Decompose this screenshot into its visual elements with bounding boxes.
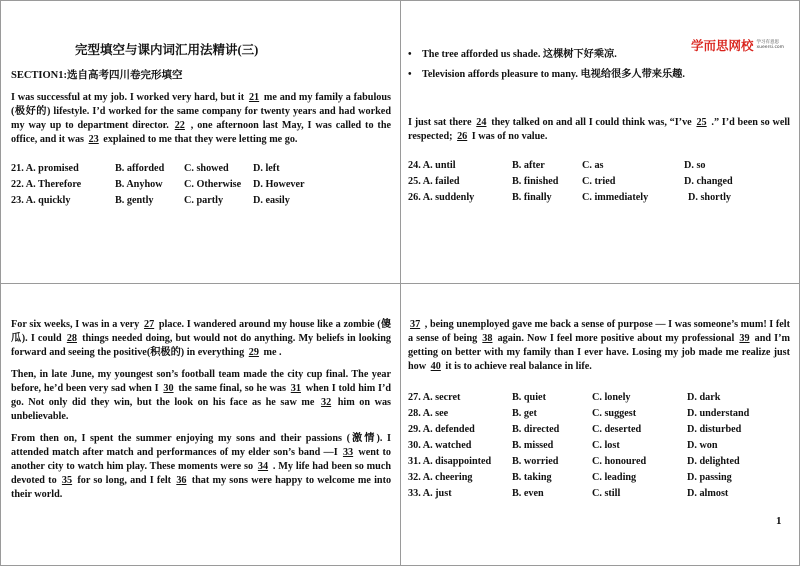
option-row [408, 422, 790, 438]
option-c: C. tried [582, 176, 616, 187]
option-b: B. get [512, 408, 537, 419]
passage-text: For six weeks, I was in a very [11, 319, 140, 330]
blank-number: 23 [88, 134, 99, 145]
option-a: 26. A. suddenly [408, 192, 475, 203]
option-c: C. immediately [582, 192, 649, 203]
blank-number: 21 [248, 92, 260, 103]
option-c: C. partly [184, 195, 224, 206]
passage-text: I was of no value. [471, 131, 548, 142]
passage-text: I was successful at my job. I worked very hard, but it [11, 92, 245, 103]
option-a: 24. A. until [408, 160, 456, 171]
option-b: B. finally [512, 192, 552, 203]
passage-text: that my sons were happy to welcome me into their world. [11, 475, 392, 500]
option-c: C. suggest [592, 408, 637, 419]
blank-number: 22 [174, 120, 185, 131]
option-a: 28. A. see [408, 408, 449, 419]
passage-paragraph [408, 116, 790, 144]
passage-text: , being unemployed gave me back a sense of purpose — I was someone’s mum! I felt a sense of being [408, 319, 791, 344]
option-d: D. understand [687, 408, 750, 419]
blank-number: 27 [143, 319, 155, 330]
option-d: D. left [253, 163, 280, 174]
blank-number: 32 [320, 397, 332, 408]
passage-paragraph [11, 91, 391, 147]
option-c: C. lonely [592, 392, 631, 403]
option-d: D. passing [687, 472, 732, 483]
passage-text: me and my family a fabulous (极好的) lifestyle. I’d worked for the same company for twenty years and had worked my way up to department director. [11, 92, 392, 131]
option-a: 29. A. defended [408, 424, 475, 435]
option-b: B. even [512, 488, 544, 499]
option-row [408, 190, 790, 206]
passage-paragraph [11, 318, 391, 360]
option-a: 33. A. just [408, 488, 452, 499]
passage-paragraph [408, 318, 790, 374]
passage-text: and I’m getting on better with my family than I ever have. Losing my job made me realize just how [408, 333, 790, 372]
blank-number: 38 [482, 333, 493, 344]
logo-main-text: 学而思网校 [691, 38, 754, 53]
option-d: D. shortly [688, 192, 732, 203]
passage-text: it is to achieve real balance in life. [445, 361, 592, 372]
option-d: D. so [684, 160, 706, 171]
option-b: B. missed [512, 440, 554, 451]
page-title: 完型填空与课内词汇用法精讲(三) [75, 43, 259, 57]
passage-paragraph [11, 368, 391, 424]
option-d: D. almost [687, 488, 729, 499]
option-d: D. delighted [687, 456, 740, 467]
option-b: B. afforded [115, 163, 165, 174]
option-c: C. deserted [592, 424, 642, 435]
option-d: D. dark [687, 392, 721, 403]
passage-text: for so long, and I felt [77, 475, 172, 486]
panel-bottom-right [408, 318, 790, 502]
option-b: B. gently [115, 195, 154, 206]
option-row [408, 438, 790, 454]
bullet-text: Television affords pleasure to many. 电视给很多人带来乐趣. [422, 69, 685, 80]
blank-number: 37 [410, 319, 421, 330]
blank-number: 36 [176, 475, 187, 486]
blank-number: 39 [739, 333, 750, 344]
passage-text: explained to me that they were letting me go. [103, 134, 298, 145]
passage-text: the same final, so he was [178, 383, 286, 394]
bullet-dot-icon: • [408, 49, 412, 60]
options-table [408, 158, 790, 206]
option-d: D. easily [253, 195, 290, 206]
option-a: 27. A. secret [408, 392, 461, 403]
option-row [11, 177, 391, 193]
option-b: B. quiet [512, 392, 546, 403]
panel-top-right [408, 48, 790, 206]
passage-text: I just sat there [408, 117, 472, 128]
options-table [11, 161, 391, 209]
panel-top-left [11, 38, 391, 209]
passage-text: .” I’d been so well respected; [408, 117, 791, 142]
passage-text: when I told him I’d go. Not only did they win, but the look on his face as he saw me [11, 383, 392, 408]
option-b: B. Anyhow [115, 179, 163, 190]
option-b: B. worried [512, 456, 559, 467]
option-d: D. However [253, 179, 305, 190]
option-c: C. leading [592, 472, 637, 483]
options-table [408, 390, 790, 502]
option-b: B. directed [512, 424, 560, 435]
blank-number: 28 [66, 333, 77, 344]
blank-number: 24 [476, 117, 487, 128]
option-b: B. after [512, 160, 545, 171]
option-a: 31. A. disappointed [408, 456, 492, 467]
passage-text: him on was unbelievable. [11, 397, 392, 422]
option-a: 21. A. promised [11, 163, 79, 174]
option-d: D. disturbed [687, 424, 742, 435]
option-c: C. as [582, 160, 604, 171]
option-row [408, 158, 790, 174]
passage-text: . My life had been so much devoted to [11, 461, 392, 486]
bullet-text: The tree afforded us shade. 这棵树下好乘凉. [422, 49, 617, 60]
option-a: 22. A. Therefore [11, 179, 82, 190]
option-b: B. taking [512, 472, 552, 483]
passage-text: me . [263, 347, 282, 358]
option-b: B. finished [512, 176, 559, 187]
bullet-item [408, 48, 790, 62]
option-row [408, 174, 790, 190]
option-row [408, 486, 790, 502]
option-d: D. changed [684, 176, 733, 187]
passage-text: place. I wandered around my house like a zombie (傻瓜). I could [11, 319, 392, 344]
blank-number: 29 [248, 347, 259, 358]
passage-paragraph [11, 432, 391, 502]
option-c: C. lost [592, 440, 620, 451]
bullet-item [408, 68, 790, 82]
option-d: D. won [687, 440, 718, 451]
option-row [408, 390, 790, 406]
passage-text: again. Now I feel more positive about my professional [497, 333, 735, 344]
option-c: C. still [592, 488, 621, 499]
blank-number: 33 [342, 447, 354, 458]
blank-number: 40 [430, 361, 441, 372]
option-a: 32. A. cheering [408, 472, 473, 483]
bullet-dot-icon: • [408, 69, 412, 80]
option-row [408, 470, 790, 486]
horizontal-divider [0, 283, 800, 284]
option-row [11, 161, 391, 177]
option-c: C. Otherwise [184, 179, 242, 190]
passage-text: Then, in late June, my youngest son’s football team made the city cup final. The year before, he’d been very sad when I [11, 369, 391, 394]
option-row [11, 193, 391, 209]
passage-text: went to another city to watch him play. These moments were so [11, 447, 392, 472]
logo-domain: xueersi.com [756, 45, 785, 50]
option-c: C. showed [184, 163, 229, 174]
option-row [408, 406, 790, 422]
panel-bottom-left [11, 318, 391, 502]
blank-number: 25 [696, 117, 707, 128]
blank-number: 34 [257, 461, 269, 472]
blank-number: 31 [290, 383, 301, 394]
blank-number: 30 [163, 383, 174, 394]
option-c: C. honoured [592, 456, 647, 467]
blank-number: 35 [61, 475, 73, 486]
logo-slogan: 学习有意思 [756, 40, 780, 45]
passage-text: , one afternoon last May, I was called to the office, and it was [11, 120, 392, 145]
page-number: 1 [776, 515, 782, 527]
option-a: 25. A. failed [408, 176, 460, 187]
passage-text: From then on, I spent the summer enjoying my sons and their passions (激情). I attended match after match and performances of my elder son’s band —I [11, 433, 391, 458]
blank-number: 26 [457, 131, 468, 142]
passage-text: they talked on and all I could think was, “I’ve [491, 117, 692, 128]
option-a: 23. A. quickly [11, 195, 71, 206]
passage-text: things needed doing, but would not do anything. My beliefs in looking forward and seeing the positive(积极的) in everything [11, 333, 392, 358]
section-heading: SECTION1:选自高考四川卷完形填空 [11, 70, 183, 81]
option-row [408, 454, 790, 470]
option-a: 30. A. watched [408, 440, 472, 451]
